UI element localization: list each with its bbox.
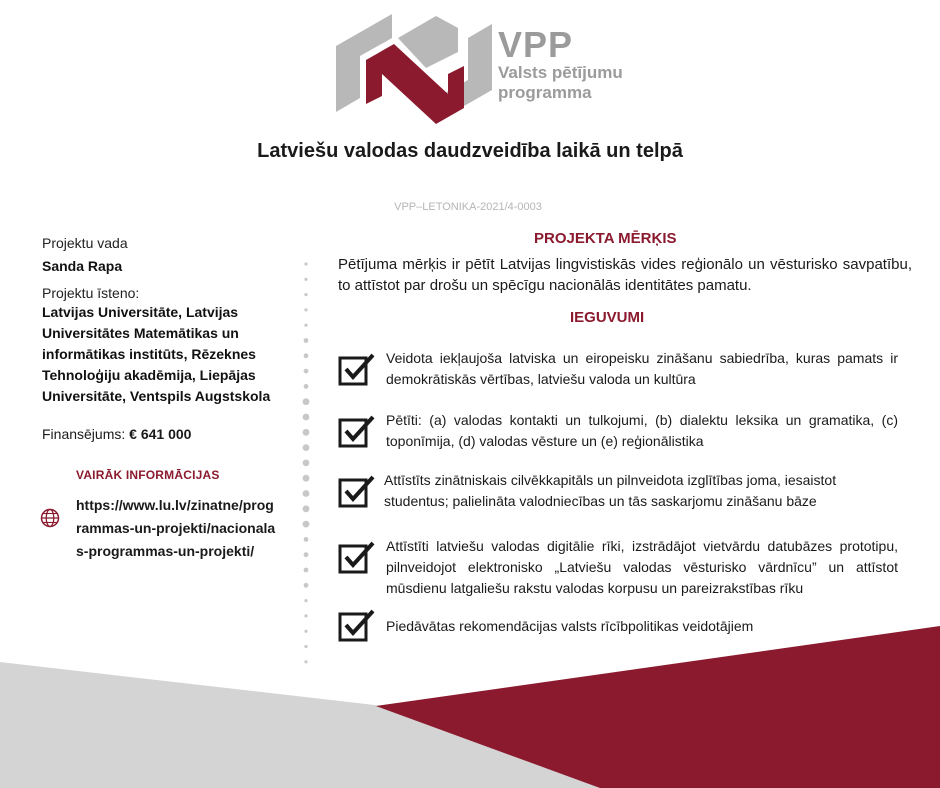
divider-dot — [303, 521, 310, 528]
divider-dot — [304, 537, 309, 542]
divider-dot — [303, 505, 310, 512]
vpp-logo-mark — [336, 12, 492, 124]
checkbox-icon — [338, 608, 376, 642]
checkbox-icon — [338, 540, 376, 574]
divider-dot — [304, 630, 307, 633]
checkbox-icon — [338, 414, 376, 448]
divider-dot — [304, 614, 307, 617]
divider-dot — [304, 552, 309, 557]
funding-value: € 641 000 — [129, 426, 192, 442]
impl-names: Latvijas Universitāte, Latvijas Universitātes Matemātikas un informātikas institūts, Rēzeknes Tehnoloģiju akadēmija, Liepājas Universitāte, Ventspils Augstskola — [42, 304, 271, 404]
result-text: Attīstīti latviešu valodas digitālie rīki, izstrādājot vietvārdu datubāzes prototipu, pilnveidojot elektronisko „Latviešu valodas vēsturisko vārdnīcu” un attīstot mūsdienu latgaliešu rakstu valodas korpusu un pareizrakstības rīku — [386, 538, 898, 596]
divider-dot — [304, 262, 307, 265]
divider-dot — [303, 414, 310, 421]
divider-dot — [303, 444, 310, 451]
divider-dot — [304, 369, 309, 374]
goal-heading: PROJEKTA MĒRĶIS — [534, 230, 677, 247]
logo-abbr: VPP — [498, 24, 574, 65]
funding — [42, 426, 191, 442]
lead-name: Sanda Rapa — [42, 258, 123, 274]
funding-label: Finansējums: — [42, 426, 126, 442]
logo-line1: Valsts pētījumu — [498, 63, 623, 82]
info-link[interactable]: https://www.lu.lv/zinatne/programmas-un-projekti/nacionalas-programmas-un-projekti/ — [76, 497, 276, 559]
divider-dot — [304, 308, 307, 311]
divider-dot — [304, 645, 307, 648]
divider-dot — [303, 460, 310, 467]
divider-dot — [304, 660, 307, 663]
divider-dot — [303, 398, 310, 405]
result-text: Piedāvātas rekomendācijas valsts rīcībpolitikas veidotājiem — [386, 618, 754, 634]
page-title: Latviešu valodas daudzveidība laikā un telpā — [257, 140, 683, 162]
divider-dot — [304, 324, 307, 327]
more-info-label: VAIRĀK INFORMĀCIJAS — [76, 468, 220, 482]
divider-dot — [304, 278, 307, 281]
globe-icon — [40, 508, 60, 528]
goal-text: Pētījuma mērķis ir pētīt Latvijas lingvistiskās vides reģionālo un vēsturisko savpatību, to attīstot par drošu un spēcīgu nacionālās identitātes pamatu. — [338, 256, 912, 294]
impl-label: Projektu īsteno: — [42, 285, 140, 301]
divider-dot — [304, 599, 307, 602]
divider-dot — [303, 429, 310, 436]
divider-dot — [304, 384, 309, 389]
divider-dot — [304, 338, 309, 343]
result-text: Attīstīts zinātniskais cilvēkkapitāls un pilnveidota izglītības joma, iesaistot studentus; palielināta valodniecības un tās saskarjomu zināšanu bāze — [384, 472, 837, 509]
checkbox-icon — [338, 352, 376, 386]
project-info — [42, 234, 280, 407]
logo-line2: programma — [498, 83, 592, 102]
vpp-logo-text — [498, 24, 623, 102]
project-code: VPP–LETONIKA-2021/4-0003 — [394, 201, 542, 213]
divider-dot — [304, 568, 309, 573]
divider-dot — [303, 490, 310, 497]
checkbox-icon — [338, 474, 376, 508]
result-text: Pētīti: (a) valodas kontakti un tulkojumi, (b) dialektu leksika un gramatika, (c) toponīmija, (d) valodas vēsture un (e) reģionālistika — [386, 412, 898, 449]
divider-dot — [304, 293, 307, 296]
results-heading: IEGUVUMI — [570, 309, 645, 326]
dotted-divider — [302, 260, 310, 670]
lead-label: Projektu vada — [42, 235, 128, 251]
divider-dot — [304, 583, 309, 588]
divider-dot — [303, 475, 310, 482]
divider-dot — [304, 353, 309, 358]
result-text: Veidota iekļaujoša latviska un eiropeisku zināšanu sabiedrība, kuras pamats ir demokrātiskās vērtības, latviešu valoda un kultūra — [386, 350, 898, 387]
